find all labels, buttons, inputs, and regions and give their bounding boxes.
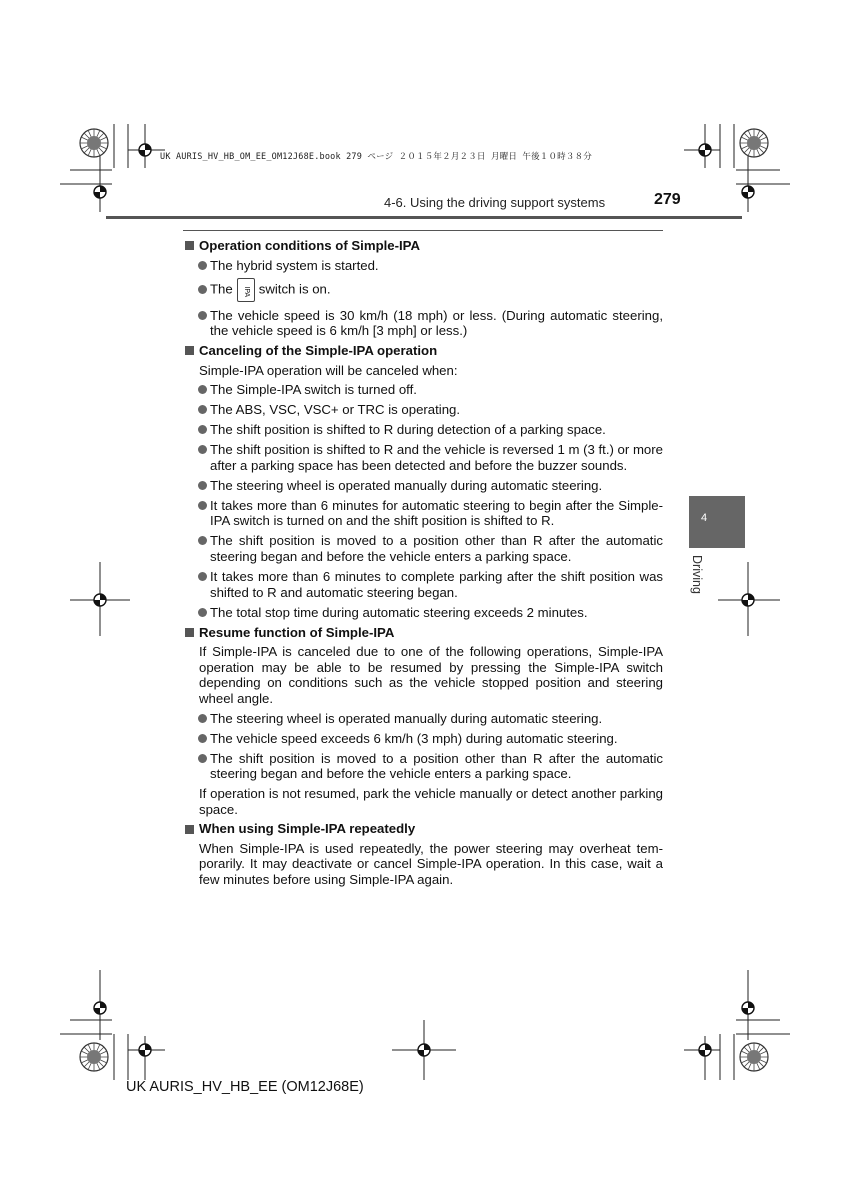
bullet-dot-icon [198, 261, 207, 270]
section-heading-resume [185, 625, 663, 641]
list-item [185, 711, 663, 727]
bullet-dot-icon [198, 445, 207, 454]
content-rule [183, 230, 663, 231]
chapter-tab [689, 496, 745, 548]
list-item-text: The shift position is shifted to R and the vehicle is reversed 1 m (3 ft.) or more after a parking space has been detected and before the buzzer sounds. [210, 442, 663, 473]
square-bullet-icon [185, 825, 194, 834]
bullet-dot-icon [198, 481, 207, 490]
header-rule [106, 216, 742, 219]
section-heading-canceling [185, 343, 663, 359]
list-item-text: The vehicle speed is 30 km/h (18 mph) or less. (During automatic steering, the vehicle speed is 6 km/h [3 mph] or less.) [210, 307, 663, 339]
bullet-dot-icon [198, 754, 207, 763]
list-item-text: The shift position is moved to a position other than R after the automatic steering began and before the vehicle enters a parking space. [210, 750, 663, 782]
list-item [185, 569, 663, 600]
list-item-text: The ABS, VSC, VSC+ or TRC is operating. [210, 402, 461, 418]
section-intro: Simple-IPA operation will be canceled when: [199, 362, 458, 378]
bullet-dot-icon [198, 425, 207, 434]
footer-model-code: UK AURIS_HV_HB_EE (OM12J68E) [126, 1079, 364, 1095]
list-item [185, 751, 663, 782]
section-title: Operation conditions of Simple-IPA [199, 238, 421, 253]
square-bullet-icon [185, 346, 194, 355]
bullet-dot-icon [198, 385, 207, 394]
list-item-text-after: switch is on. [258, 281, 331, 297]
list-item-text: The shift position is shifted to R during detection of a parking space. [210, 422, 606, 438]
list-item-text: The shift position is moved to a position other than R after the automatic steering began and before the vehicle enters a parking space. [210, 533, 663, 565]
parking-assist-switch-icon: IPA [237, 278, 255, 302]
list-item [185, 605, 663, 621]
list-item [185, 402, 663, 418]
list-item [185, 442, 663, 473]
list-item-text: The steering wheel is operated manually during automatic steering. [210, 477, 603, 493]
list-item [185, 478, 663, 494]
list-item [185, 498, 663, 529]
list-item-text [210, 278, 663, 302]
section-heading-operation [185, 238, 663, 254]
list-item-text: The vehicle speed exceeds 6 km/h (3 mph) during automatic steering. [210, 730, 618, 746]
print-info-line: UK AURIS_HV_HB_OM_EE_OM12J68E.book 279 ページ ２０１５年２月２３日 月曜日 午後１０時３８分 [160, 152, 592, 162]
bullet-dot-icon [198, 285, 207, 294]
list-item [185, 258, 663, 274]
list-item [185, 382, 663, 398]
list-item [185, 422, 663, 438]
square-bullet-icon [185, 628, 194, 637]
bullet-dot-icon [198, 405, 207, 414]
section-text: When Simple-IPA is used repeatedly, the power steering may overheat temporarily. It may deactivate or cancel Simple-IPA operation. In this case, wait a few minutes before using Simple-IPA again. [199, 840, 663, 888]
section-outro: If operation is not resumed, park the vehicle manually or detect another parking space. [199, 786, 663, 817]
list-item [185, 731, 663, 747]
list-item-text: The total stop time during automatic steering exceeds 2 minutes. [210, 604, 588, 620]
list-item [185, 278, 663, 302]
section-title: When using Simple-IPA repeatedly [199, 821, 416, 837]
chapter-tab-number: 4 [701, 512, 708, 524]
list-item-text: It takes more than 6 minutes for automatic steering to begin after the Simple-IPA switch is turned on and the shift position is shifted to R. [210, 497, 663, 529]
list-item-text: The steering wheel is operated manually during automatic steering. [210, 710, 603, 726]
list-item-text: The Simple-IPA switch is turned off. [210, 382, 417, 398]
section-intro: If Simple-IPA is canceled due to one of the following operations, Simple-IPA operation may be able to be resumed by pressing the Simple-IPA switch depending on conditions such as the vehicle stopped position and steering wheel angle. [199, 644, 663, 706]
section-header: 4-6. Using the driving support systems [384, 195, 606, 210]
bullet-dot-icon [198, 536, 207, 545]
bullet-dot-icon [198, 608, 207, 617]
section-title: Resume function of Simple-IPA [199, 624, 395, 640]
bullet-dot-icon [198, 572, 207, 581]
bullet-dot-icon [198, 714, 207, 723]
chapter-tab-label: Driving [690, 555, 704, 594]
list-item-text-before: The [210, 281, 233, 297]
bullet-dot-icon [198, 734, 207, 743]
list-item [185, 533, 663, 564]
list-item-text: It takes more than 6 minutes to complete parking after the shift position was shifted to R and automatic steering began. [210, 569, 663, 600]
page-content [185, 235, 663, 892]
bullet-dot-icon [198, 501, 207, 510]
square-bullet-icon [185, 241, 194, 250]
section-title: Canceling of the Simple-IPA operation [199, 343, 438, 359]
list-item-text: The hybrid system is started. [210, 257, 379, 273]
page-number: 279 [654, 191, 681, 208]
section-heading-repeated [185, 821, 663, 837]
bullet-dot-icon [198, 311, 207, 320]
list-item [185, 308, 663, 339]
